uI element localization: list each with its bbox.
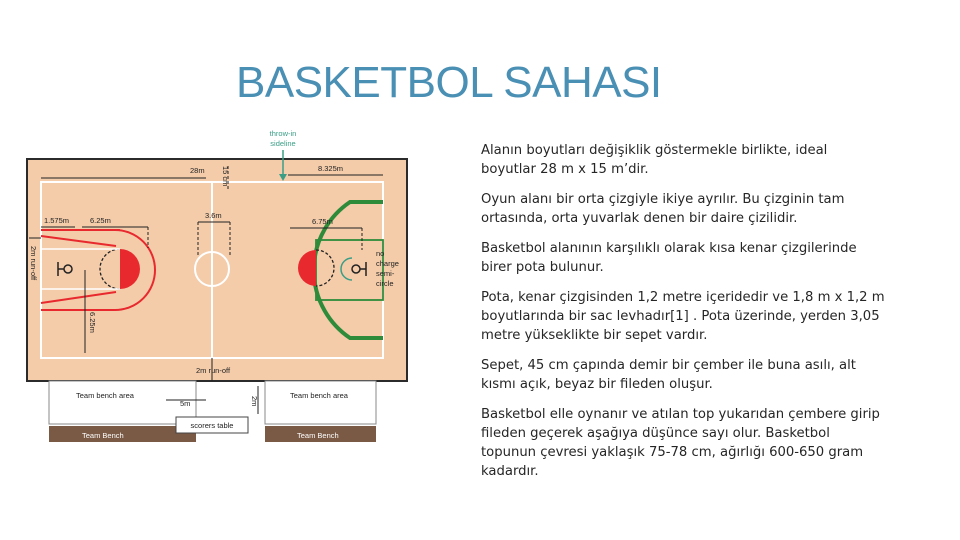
right-bench-area — [265, 381, 376, 424]
length-label: 28m — [190, 166, 205, 175]
scorers-label: scorers table — [190, 421, 234, 430]
slide-title: BASKETBOL SAHASI — [236, 58, 662, 107]
bench-left-label: Team Bench — [82, 431, 124, 440]
left-bench-area — [49, 381, 196, 424]
no-charge-label-1: no — [376, 249, 385, 258]
paragraph-dimensions: Alanın boyutları değişiklik göstermekle birlikte, ideal boyutlar 28 m x 15 m’dir. — [481, 143, 828, 177]
centre-dist-label: 8.325m — [318, 164, 344, 173]
runoff-bottom-label: 2m run-off — [196, 366, 231, 375]
paragraph-center-line: Oyun alanı bir orta çizgiyle ikiye ayrılır. Bu çizginin tam ortasında, orta yuvarlak denen bir daire çizilidir. — [481, 192, 845, 226]
runoff-side-label: 2m run-off — [29, 246, 38, 281]
no-charge-label-3: semi- — [376, 269, 395, 278]
court-surface — [27, 159, 407, 381]
no-charge-label-2: charge — [376, 259, 399, 268]
width-label: 15 cm — [221, 166, 230, 187]
bench-area-left-label: Team bench area — [76, 391, 134, 400]
basketball-court-diagram — [0, 120, 420, 450]
ft-dist-label: 1.575m — [44, 216, 70, 225]
throw-in-label-2: sideline — [270, 139, 296, 148]
bench-dist-label: 5m — [180, 399, 191, 408]
table-dist-label: 2m — [250, 396, 259, 407]
paragraph-net: Sepet, 45 cm çapında demir bir çember ile buna asılı, alt kısmı açık, beyaz bir fileden oluşur. — [481, 358, 856, 392]
paragraph-scoring: Basketbol elle oynanır ve atılan top yukarıdan çembere girip fileden geçerek aşağıya düşünce sayı olur. Basketbol topunun çevresi yaklaşık 75-78 cm, ağırlığı 600-650 gram kadardır. — [481, 407, 880, 479]
no-charge-label-4: circle — [376, 279, 394, 288]
bench-right-label: Team Bench — [297, 431, 339, 440]
paragraph-backboard: Pota, kenar çizgisinden 1,2 metre içeridedir ve 1,8 m x 1,2 m boyutlarında bir sac levhadır[1] . Pota üzerinde, yerden 3,05 metre yükseklikte bir sepet vardır. — [481, 290, 885, 343]
three-right-label: 6.75m — [312, 217, 333, 226]
three-left-label: 6.25m — [90, 216, 111, 225]
bench-area-right-label: Team bench area — [290, 391, 348, 400]
throw-in-label-1: throw-in — [269, 129, 297, 138]
paragraph-baskets: Basketbol alanının karşılıklı olarak kısa kenar çizgilerinde birer pota bulunur. — [481, 241, 857, 275]
circle-label: 3.6m — [205, 211, 222, 220]
description-text — [481, 141, 886, 492]
three-vert-label: 6.25m — [88, 312, 97, 333]
